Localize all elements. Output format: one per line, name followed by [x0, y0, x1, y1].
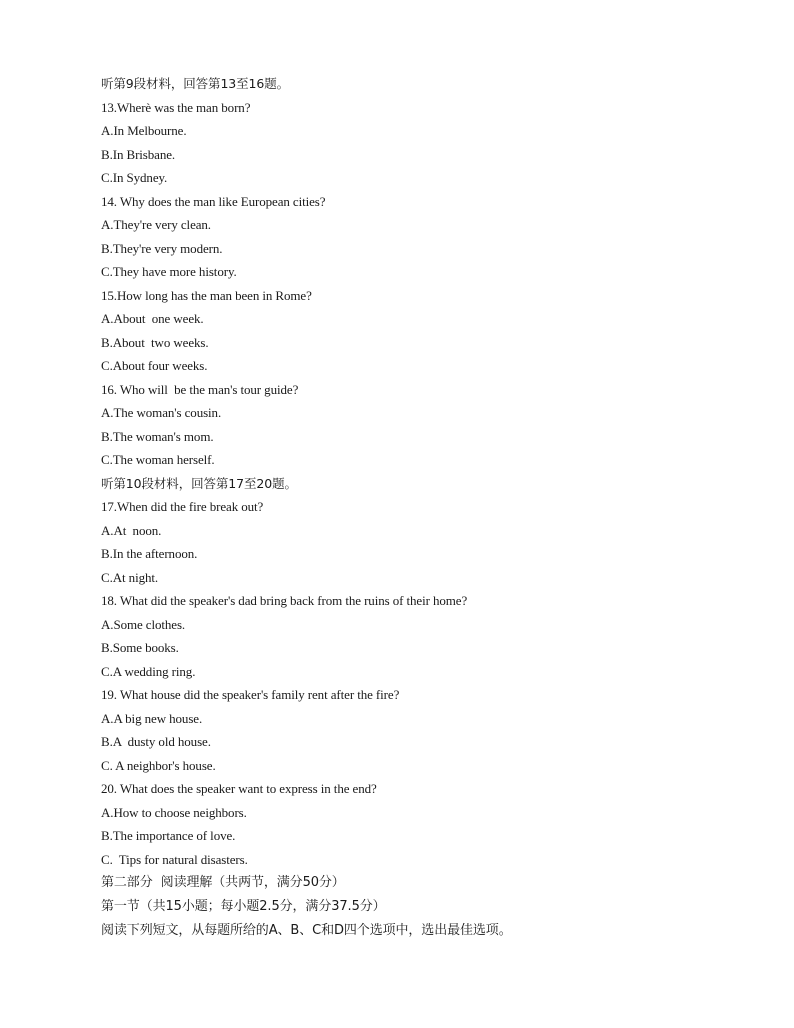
- question-16: 16. Who will be the man's tour guide?: [101, 381, 299, 397]
- question-18-option-c: C.A wedding ring.: [101, 663, 196, 679]
- question-14: 14. Why does the man like European cities?: [101, 193, 326, 209]
- section-heading-material-9: 听第9段材料，回答第13至16题。: [101, 76, 290, 91]
- question-20-option-c: C. Tips for natural disasters.: [101, 851, 248, 867]
- question-19: 19. What house did the speaker's family rent after the fire?: [101, 687, 400, 702]
- part-two-heading: 第二部分 阅读理解（共两节，满分50分）: [101, 875, 345, 890]
- question-18-option-b: B.Some books.: [101, 640, 179, 655]
- question-13-option-b: B.In Brisbane.: [101, 146, 176, 162]
- question-20-option-a: A.How to choose neighbors.: [101, 804, 247, 820]
- section-one-heading: 第一节（共15小题；每小题2.5分，满分37.5分）: [101, 899, 386, 914]
- question-13-option-a: A.In Melbourne.: [101, 123, 187, 138]
- question-20: 20. What does the speaker want to express in the end?: [101, 781, 377, 796]
- question-16-option-b: B.The woman's mom.: [101, 428, 214, 444]
- question-17: 17.When did the fire break out?: [101, 499, 264, 514]
- question-18: 18. What did the speaker's dad bring back from the ruins of their home?: [101, 593, 468, 608]
- question-13-option-c: C.In Sydney.: [101, 170, 168, 185]
- question-17-option-a: A.At noon.: [101, 522, 162, 538]
- question-19-option-b: B.A dusty old house.: [101, 734, 211, 749]
- question-19-option-a: A.A big new house.: [101, 710, 203, 726]
- question-16-option-c: C.The woman herself.: [101, 452, 215, 467]
- question-15-option-b: B.About two weeks.: [101, 334, 209, 350]
- reading-instructions: 阅读下列短文，从每题所给的A、B、C和D四个选项中，选出最佳选项。: [101, 923, 512, 938]
- section-heading-material-10: 听第10段材料，回答第17至20题。: [101, 475, 297, 491]
- question-17-option-c: C.At night.: [101, 569, 159, 585]
- question-18-option-a: A.Some clothes.: [101, 616, 186, 632]
- document-page: [101, 72, 721, 943]
- question-14-option-c: C.They have more history.: [101, 264, 237, 279]
- question-15: 15.How long has the man been in Rome?: [101, 287, 312, 303]
- question-13: 13.Wherè was the man born?: [101, 99, 251, 115]
- question-19-option-c: C. A neighbor's house.: [101, 757, 216, 773]
- question-14-option-a: A.They're very clean.: [101, 217, 211, 232]
- question-15-option-a: A.About one week.: [101, 311, 204, 326]
- question-15-option-c: C.About four weeks.: [101, 358, 208, 373]
- question-16-option-a: A.The woman's cousin.: [101, 405, 222, 420]
- question-14-option-b: B.They're very modern.: [101, 240, 223, 256]
- question-20-option-b: B.The importance of love.: [101, 828, 236, 843]
- question-17-option-b: B.In the afternoon.: [101, 546, 198, 561]
